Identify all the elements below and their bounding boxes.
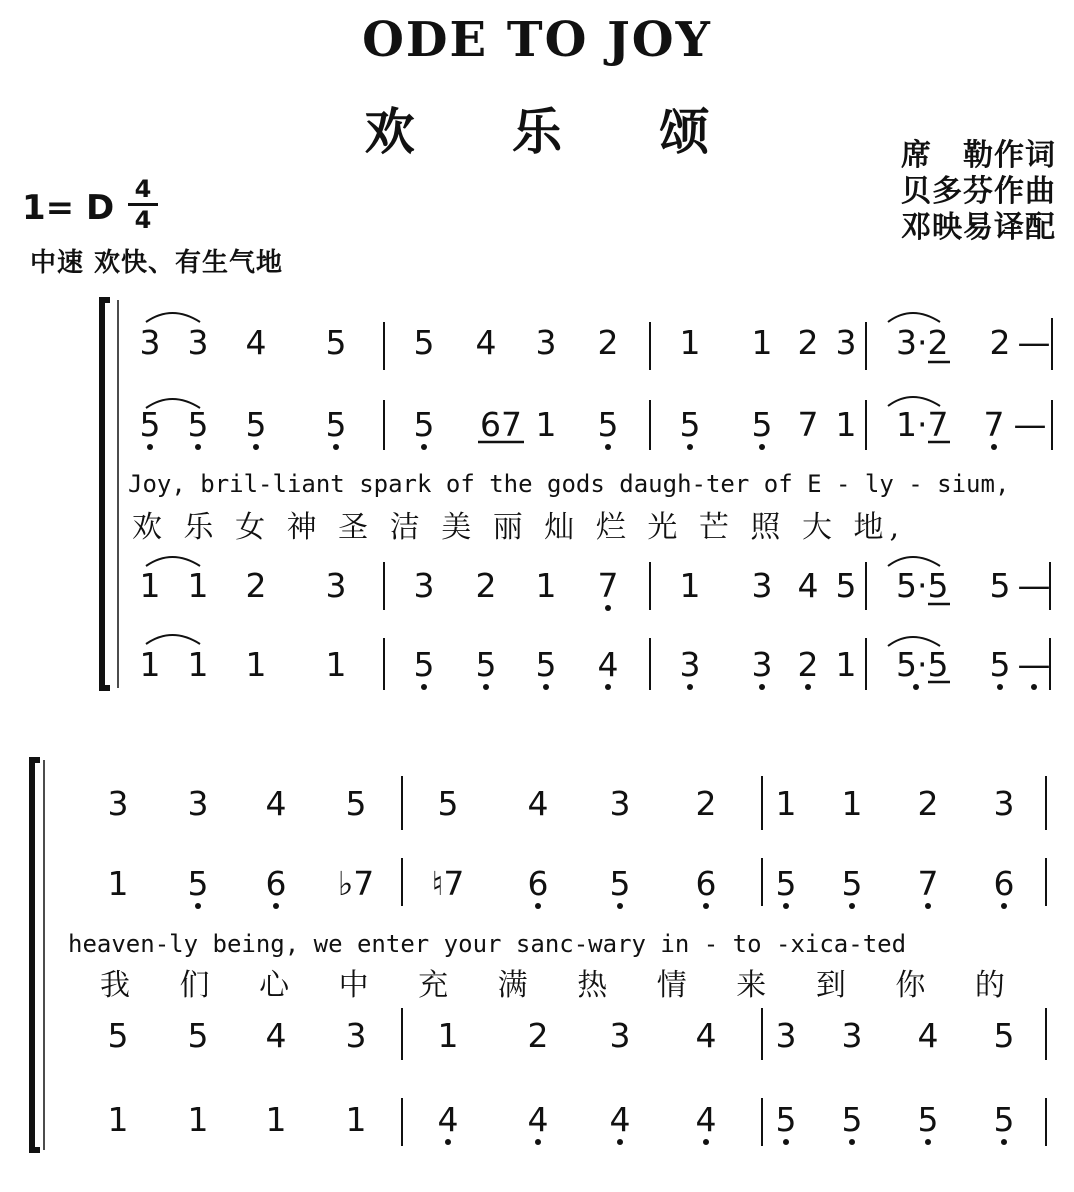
octave-dot bbox=[783, 1139, 789, 1145]
note: 4 bbox=[265, 784, 287, 823]
note: 6 bbox=[518, 864, 558, 903]
octave-dot bbox=[805, 684, 811, 690]
note: 5 bbox=[404, 405, 444, 444]
octave-dot bbox=[913, 684, 919, 690]
note: 1 bbox=[751, 323, 773, 362]
note: 1 bbox=[345, 1100, 367, 1139]
note: 2 bbox=[527, 1016, 549, 1055]
note: 2 bbox=[989, 323, 1011, 362]
note: 1 bbox=[187, 645, 209, 684]
note: 4 bbox=[917, 1016, 939, 1055]
system1-lyrics-cn: 欢 乐 女 神 圣 洁 美 丽 灿 烂 光 芒 照 大 地, bbox=[132, 510, 906, 545]
octave-dot bbox=[605, 605, 611, 611]
note: 3 bbox=[835, 323, 857, 362]
note: 2 bbox=[475, 566, 497, 605]
note: 3 bbox=[107, 784, 129, 823]
octave-dot bbox=[195, 903, 201, 909]
note: 5·5 bbox=[896, 645, 936, 684]
octave-dot bbox=[605, 444, 611, 450]
note: 5 bbox=[345, 784, 367, 823]
octave-dot bbox=[925, 1139, 931, 1145]
octave-dot bbox=[703, 903, 709, 909]
note: 3 bbox=[413, 566, 435, 605]
note: 4 bbox=[245, 323, 267, 362]
octave-dot bbox=[783, 903, 789, 909]
note: 7 bbox=[797, 405, 819, 444]
note: ♭7 bbox=[337, 864, 375, 903]
note: 4 bbox=[475, 323, 497, 362]
note: 3 bbox=[535, 323, 557, 362]
note: — bbox=[1013, 405, 1047, 444]
note: 3 bbox=[742, 645, 782, 684]
note: 5 bbox=[670, 405, 710, 444]
note: 5 bbox=[413, 323, 435, 362]
note: 2 bbox=[797, 323, 819, 362]
system1-brace bbox=[102, 300, 110, 688]
note: 5 bbox=[178, 864, 218, 903]
note: 3 bbox=[187, 323, 209, 362]
tie-mark bbox=[146, 635, 200, 644]
note: 6 bbox=[686, 864, 726, 903]
tie-mark bbox=[146, 557, 200, 566]
octave-dot bbox=[535, 903, 541, 909]
note: 4 bbox=[527, 784, 549, 823]
note: 6 bbox=[256, 864, 296, 903]
note: 3 bbox=[187, 784, 209, 823]
note: 5 bbox=[993, 1016, 1015, 1055]
note: 1 bbox=[187, 566, 209, 605]
octave-dot bbox=[605, 684, 611, 690]
note: 6 bbox=[984, 864, 1024, 903]
note: 5 bbox=[832, 864, 872, 903]
note: 2 bbox=[695, 784, 717, 823]
octave-dot bbox=[1001, 1139, 1007, 1145]
time-signature-bottom: 4 bbox=[134, 206, 152, 234]
note: 1 bbox=[245, 645, 267, 684]
note: 1 bbox=[437, 1016, 459, 1055]
note: 5 bbox=[742, 405, 782, 444]
note: 5 bbox=[437, 784, 459, 823]
note: 4 bbox=[600, 1100, 640, 1139]
note: 5 bbox=[766, 1100, 806, 1139]
note: 5 bbox=[600, 864, 640, 903]
note: 3 bbox=[993, 784, 1015, 823]
octave-dot bbox=[703, 1139, 709, 1145]
note: — bbox=[1017, 566, 1051, 605]
note: 3 bbox=[609, 1016, 631, 1055]
octave-dot bbox=[849, 903, 855, 909]
octave-dot bbox=[445, 1139, 451, 1145]
note: 1 bbox=[841, 784, 863, 823]
note: 1 bbox=[535, 405, 557, 444]
note: 1 bbox=[265, 1100, 287, 1139]
note: 5 bbox=[835, 566, 857, 605]
note: 5 bbox=[187, 1016, 209, 1055]
note: 4 bbox=[695, 1016, 717, 1055]
note: 5 bbox=[984, 1100, 1024, 1139]
note: 5 bbox=[908, 1100, 948, 1139]
note: 3 bbox=[325, 566, 347, 605]
octave-dot bbox=[617, 1139, 623, 1145]
note: 2 bbox=[788, 645, 828, 684]
note: 1 bbox=[107, 1100, 129, 1139]
octave-dot bbox=[147, 444, 153, 450]
score-subtitle: 欢 乐 颂 bbox=[364, 102, 750, 161]
system2-lyrics-en: heaven-ly being, we enter your sanc-wary in - to -xica-ted bbox=[68, 930, 907, 958]
octave-dot bbox=[991, 444, 997, 450]
octave-dot bbox=[543, 684, 549, 690]
note: 5·5 bbox=[896, 566, 949, 605]
system2-brace bbox=[32, 760, 40, 1150]
note: 1 bbox=[835, 645, 857, 684]
composer-credit: 贝多芬作曲 bbox=[901, 174, 1056, 209]
score-title: ODE TO JOY bbox=[362, 12, 712, 68]
note: 5 bbox=[526, 645, 566, 684]
note: 2 bbox=[917, 784, 939, 823]
note: 5 bbox=[236, 405, 276, 444]
note: 4 bbox=[428, 1100, 468, 1139]
note: 5 bbox=[588, 405, 628, 444]
octave-dot bbox=[195, 444, 201, 450]
octave-dot bbox=[687, 444, 693, 450]
note: 1 bbox=[139, 566, 161, 605]
note: 7 bbox=[908, 864, 948, 903]
note: 5 bbox=[980, 645, 1020, 684]
octave-dot bbox=[1031, 684, 1037, 690]
lyricist-credit: 席 勒作词 bbox=[901, 138, 1056, 173]
note: 5 bbox=[766, 864, 806, 903]
octave-dot bbox=[535, 1139, 541, 1145]
note: 7 bbox=[974, 405, 1014, 444]
tempo-marking: 中速 欢快、有生气地 bbox=[30, 248, 284, 278]
note: 5 bbox=[130, 405, 170, 444]
note: 4 bbox=[797, 566, 819, 605]
tie-mark bbox=[146, 313, 200, 322]
note: 1 bbox=[187, 1100, 209, 1139]
note: 5 bbox=[832, 1100, 872, 1139]
tie-mark bbox=[888, 557, 940, 566]
note: 5 bbox=[325, 323, 347, 362]
octave-dot bbox=[759, 444, 765, 450]
octave-dot bbox=[687, 684, 693, 690]
note: 1 bbox=[535, 566, 557, 605]
system2-lyrics-cn: 我 们 心 中 充 满 热 情 来 到 你 的 bbox=[100, 968, 1005, 1003]
note: 3 bbox=[345, 1016, 367, 1055]
note: 1 bbox=[775, 784, 797, 823]
arranger-credit: 邓映易译配 bbox=[901, 210, 1056, 245]
note: 3 bbox=[139, 323, 161, 362]
note: 3 bbox=[751, 566, 773, 605]
octave-dot bbox=[253, 444, 259, 450]
tie-mark bbox=[888, 313, 940, 322]
note: — bbox=[1014, 645, 1054, 684]
octave-dot bbox=[997, 684, 1003, 690]
note: 5 bbox=[404, 645, 444, 684]
note: 4 bbox=[588, 645, 628, 684]
time-signature-top: 4 bbox=[134, 175, 152, 203]
note: 5 bbox=[178, 405, 218, 444]
note: 1 bbox=[835, 405, 857, 444]
note: 3 bbox=[775, 1016, 797, 1055]
note: 2 bbox=[597, 323, 619, 362]
note: 7 bbox=[588, 566, 628, 605]
note: 5 bbox=[316, 405, 356, 444]
octave-dot bbox=[617, 903, 623, 909]
note: 1 bbox=[107, 864, 129, 903]
note: 3 bbox=[609, 784, 631, 823]
octave-dot bbox=[849, 1139, 855, 1145]
system1-lyrics-en: Joy, bril-liant spark of the gods daugh-ter of E - ly - sium, bbox=[128, 470, 1010, 498]
octave-dot bbox=[1001, 903, 1007, 909]
octave-dot bbox=[483, 684, 489, 690]
note: 1 bbox=[325, 645, 347, 684]
note: 67 bbox=[480, 405, 522, 444]
octave-dot bbox=[421, 684, 427, 690]
note: 1 bbox=[679, 323, 701, 362]
note: 4 bbox=[686, 1100, 726, 1139]
note: 4 bbox=[265, 1016, 287, 1055]
octave-dot bbox=[759, 684, 765, 690]
note: 3·2 bbox=[896, 323, 949, 362]
note: 3 bbox=[670, 645, 710, 684]
octave-dot bbox=[421, 444, 427, 450]
note: 5 bbox=[466, 645, 506, 684]
note: 1·7 bbox=[896, 405, 949, 444]
note: 1 bbox=[679, 566, 701, 605]
note: 4 bbox=[518, 1100, 558, 1139]
note: ♮7 bbox=[431, 864, 465, 903]
octave-dot bbox=[273, 903, 279, 909]
key-signature: 1= D bbox=[22, 188, 115, 228]
note: 1 bbox=[139, 645, 161, 684]
note: 2 bbox=[245, 566, 267, 605]
note: 5 bbox=[107, 1016, 129, 1055]
octave-dot bbox=[333, 444, 339, 450]
note: — bbox=[1017, 323, 1051, 362]
note: 3 bbox=[841, 1016, 863, 1055]
octave-dot bbox=[925, 903, 931, 909]
note: 5 bbox=[989, 566, 1011, 605]
